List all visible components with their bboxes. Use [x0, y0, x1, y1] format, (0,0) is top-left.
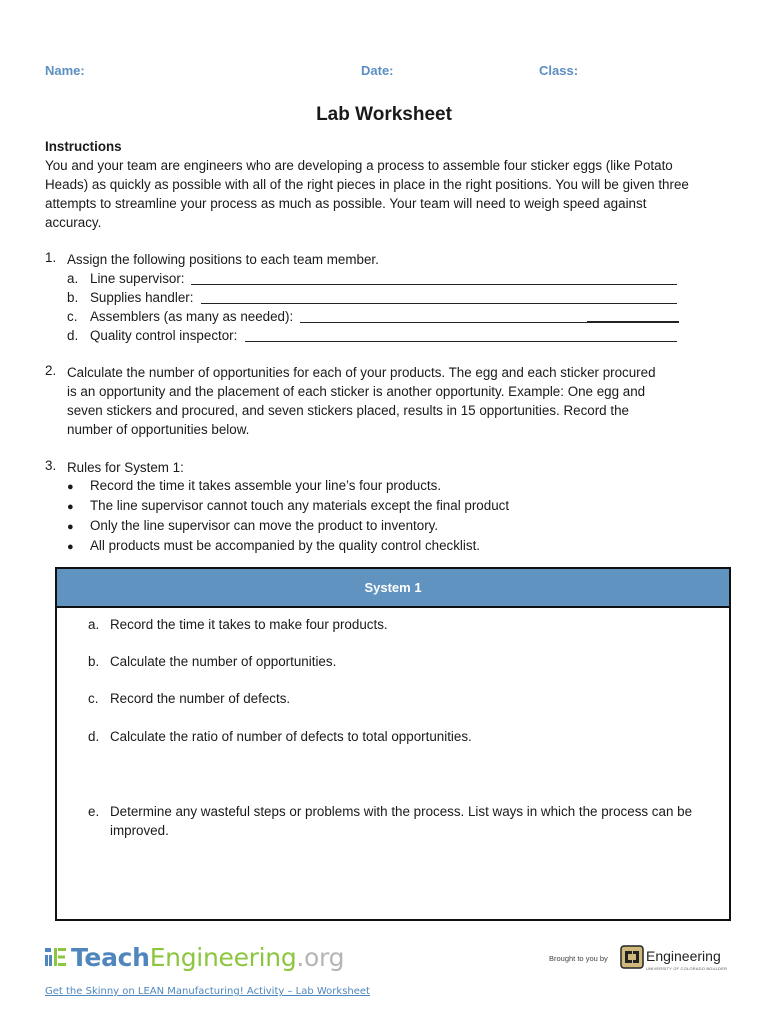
question-line: number of opportunities below.: [67, 422, 250, 437]
item-letter: d.: [67, 328, 79, 343]
rule-item: [67, 496, 509, 516]
class-label: Class:: [539, 63, 579, 78]
rule-item: [67, 536, 480, 556]
page-title: Lab Worksheet: [316, 104, 452, 125]
question-line: seven stickers and procured, and seven stickers placed, results in 15 opportunities. Record the: [67, 403, 629, 418]
instructions-line: You and your team are engineers who are developing a process to assemble four sticker eggs (like Potato: [45, 158, 673, 173]
table-header: System 1: [57, 569, 729, 608]
cu-engineering-label: Engineering: [646, 948, 721, 964]
item-label: Quality control inspector:: [90, 328, 238, 343]
position-assemblers: [67, 307, 293, 326]
item-label: Line supervisor:: [90, 271, 185, 286]
item-letter: c.: [67, 309, 78, 324]
teachengineering-logo-icon: [45, 947, 67, 967]
question-text: [67, 363, 727, 439]
position-quality-control: [67, 326, 237, 345]
bullet-icon: ●: [67, 521, 74, 533]
instructions-line: Heads) as quickly as possible with all of the right pieces in place in the right positions. You will be given three: [45, 177, 689, 192]
question-line: Calculate the number of opportunities for each of your products. The egg and each sticker procured: [67, 365, 656, 380]
position-line-supervisor: [67, 269, 185, 288]
question-line: is an opportunity and the placement of each sticker is another opportunity. Example: One egg and: [67, 384, 646, 399]
logo-engineering: Engineering: [149, 943, 297, 972]
activity-link[interactable]: Get the Skinny on LEAN Manufacturing! Activity – Lab Worksheet: [45, 986, 370, 997]
cu-subtitle: UNIVERSITY OF COLORADO BOULDER: [646, 966, 728, 971]
row-letter: d.: [88, 729, 100, 744]
line-supervisor-field[interactable]: [191, 284, 677, 285]
rule-text: Only the line supervisor can move the product to inventory.: [90, 518, 439, 533]
rule-text: The line supervisor cannot touch any materials except the final product: [90, 498, 510, 513]
question-number: 1.: [45, 250, 57, 265]
logo-teach: Teach: [71, 943, 150, 972]
bullet-icon: ●: [67, 481, 74, 493]
instructions-text: [45, 156, 725, 232]
assemblers-field-extension: [587, 321, 679, 323]
question-text: Rules for System 1:: [67, 460, 184, 475]
rule-item: [67, 476, 441, 496]
item-letter: a.: [67, 271, 79, 286]
instructions-heading: Instructions: [45, 139, 122, 154]
row-letter: c.: [88, 691, 99, 706]
row-text: Record the number of defects.: [110, 691, 291, 706]
name-label: Name:: [45, 63, 85, 78]
instructions-line: accuracy.: [45, 215, 102, 230]
item-letter: b.: [67, 290, 79, 305]
question-number: 2.: [45, 363, 57, 378]
logo-org: .org: [296, 943, 345, 972]
position-supplies-handler: [67, 288, 193, 307]
row-text: Determine any wasteful steps or problems with the process. List ways in which the process can be improved.: [110, 804, 693, 838]
rule-text: All products must be accompanied by the quality control checklist.: [90, 538, 481, 553]
brought-to-you-by: Brought to you by: [549, 954, 608, 963]
row-letter: b.: [88, 654, 100, 669]
row-text: Calculate the ratio of number of defects to total opportunities.: [110, 729, 472, 744]
question-text: Assign the following positions to each team member.: [67, 252, 379, 267]
supplies-handler-field[interactable]: [201, 303, 677, 304]
row-text: Record the time it takes to make four products.: [110, 617, 388, 632]
row-letter: a.: [88, 617, 100, 632]
instructions-line: attempts to streamline your process as much as possible. Your team will need to weigh speed against: [45, 196, 647, 211]
rule-item: [67, 516, 438, 536]
question-number: 3.: [45, 458, 57, 473]
cu-logo-icon: [620, 945, 644, 969]
system-1-table: [55, 567, 731, 921]
bullet-icon: ●: [67, 541, 74, 553]
quality-control-field[interactable]: [245, 341, 677, 342]
row-text: Calculate the number of opportunities.: [110, 654, 337, 669]
row-letter: e.: [88, 804, 100, 819]
rule-text: Record the time it takes assemble your line’s four products.: [90, 478, 442, 493]
item-label: Supplies handler:: [90, 290, 194, 305]
item-label: Assemblers (as many as needed):: [90, 309, 294, 324]
teachengineering-logo: [45, 943, 344, 975]
bullet-icon: ●: [67, 501, 74, 513]
date-label: Date:: [361, 63, 394, 78]
